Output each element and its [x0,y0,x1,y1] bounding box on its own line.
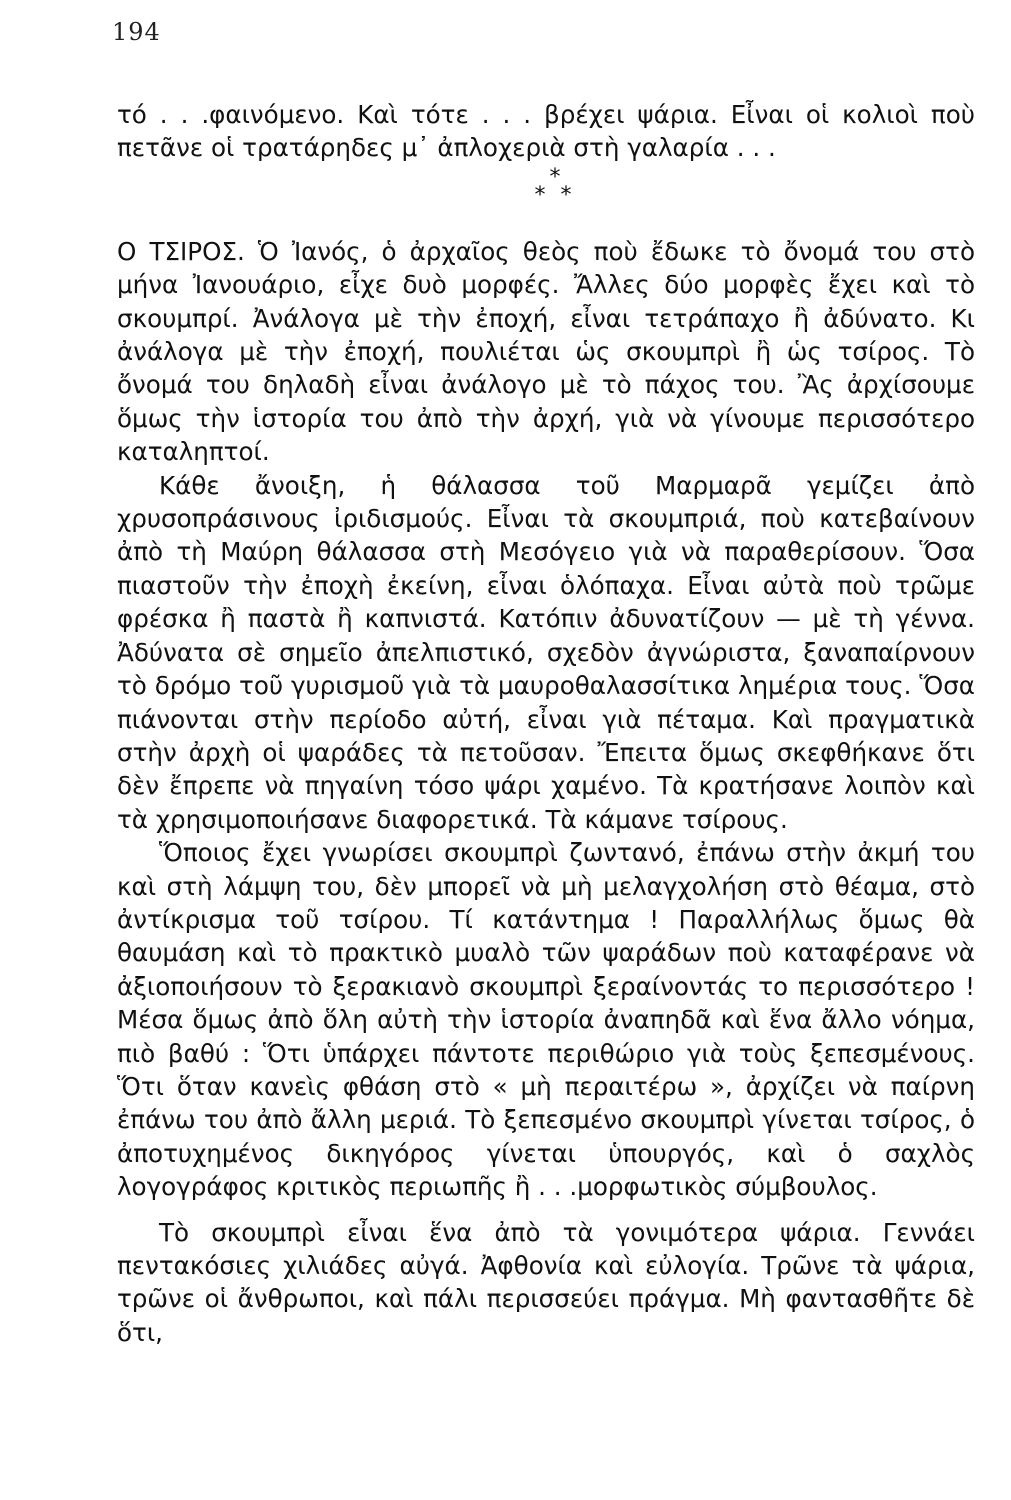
body-text [117,98,975,1349]
paragraph-marmara: Κάθε ἄνοιξη, ἡ θάλασσα τοῦ Μαρμαρᾶ γεμίζει ἀπὸ χρυσοπράσινους ἰριδισμούς. Εἶναι τὰ σκουμπριά, ποὺ κατεβαίνουν ἀπὸ τὴ Μαύρη θάλασσα στὴ Μεσόγειο γιὰ νὰ παραθερίσουν. Ὅσα πιαστοῦν τὴν ἐποχὴ ἐκείνη, εἶναι ὁλόπαχα. Εἶναι αὐτὰ ποὺ τρῶμε φρέσκα ἢ παστὰ ἢ καπνιστά. Κατόπιν ἀδυνατίζουν — μὲ τὴ γέννα. Ἀδύνατα σὲ σημεῖο ἀπελπιστικό, σχεδὸν ἀγνώριστα, ξαναπαίρνουν τὸ δρόμο τοῦ γυρισμοῦ γιὰ τὰ μαυροθαλασσίτικα λημέρια τους. Ὅσα πιάνονται στὴν περίοδο αὐτή, εἶναι γιὰ πέταμα. Καὶ πραγματικὰ στὴν ἀρχὴ οἱ ψαράδες τὰ πετοῦσαν. Ἔπειτα ὅμως σκεφθήκανε ὅτι δὲν ἔπρεπε νὰ πηγαίνη τόσο ψάρι χαμένο. Τὰ κρατήσανε λοιπὸν καὶ τὰ χρησιμοποιήσανε διαφορετικά. Τὰ κάμανε τσίρους. [117,470,975,834]
section-separator [135,164,975,235]
paragraph-fertility: Τὸ σκουμπρὶ εἶναι ἕνα ἀπὸ τὰ γονιμότερα ψάρια. Γεννάει πεντακόσιες χιλιάδες αὐγά. Ἀφθονία καὶ εὐλογία. Τρῶνε τὰ ψάρια, τρῶνε οἱ ἄνθρωποι, καὶ πάλι περισσεύει πράγμα. Μὴ φαντασθῆτε δὲ ὅτι, [117,1217,975,1347]
separator-star-top: * [549,164,561,190]
paragraph-tsiros-intro: Ο ΤΣΙΡΟΣ. Ὁ Ἰανός, ὁ ἀρχαῖος θεὸς ποὺ ἔδωκε τὸ ὄνομά του στὸ μήνα Ἰανουάριο, εἶχε δυὸ μορφές. Ἄλλες δύο μορφὲς ἔχει καὶ τὸ σκουμπρί. Ἀνάλογα μὲ τὴν ἐποχή, εἶναι τετράπαχο ἢ ἀδύνατο. Κι ἀνάλογα μὲ τὴν ἐποχή, πουλιέται ὡς σκουμπρὶ ἢ ὡς τσίρος. Τὸ ὄνομά του δηλαδὴ εἶναι ἀνάλογο μὲ τὸ πάχος του. Ἂς ἀρχίσουμε ὅμως τὴν ἱστορία του ἀπὸ τὴν ἀρχή, γιὰ νὰ γίνουμε περισσότερο καταληπτοί. [117,236,975,467]
paragraph-continuation: τό . . .φαινόμενο. Καὶ τότε . . . βρέχει ψάρια. Εἶναι οἱ κολιοὶ ποὺ πετᾶνε οἱ τρατάρηδες μ᾽ ἀπλοχεριὰ στὴ γαλαρία . . . [117,100,975,163]
separator-stars-bottom: * * [534,182,576,208]
paragraph-lesson: Ὅποιος ἔχει γνωρίσει σκουμπρὶ ζωντανό, ἐπάνω στὴν ἀκμή του καὶ στὴ λάμψη του, δὲν μπορεῖ νὰ μὴ μελαγχολήση στὸ θέαμα, στὸ ἀντίκρισμα τοῦ τσίρου. Τί κατάντημα ! Παραλλήλως ὅμως θὰ θαυμάση καὶ τὸ πρακτικὸ μυαλὸ τῶν ψαράδων ποὺ καταφέρανε νὰ ἀξιοποιήσουν τὸ ξερακιανὸ σκουμπρὶ ξεραίνοντάς το περισσότερο ! Μέσα ὅμως ἀπὸ ὅλη αὐτὴ τὴν ἱστορία ἀναπηδᾶ καὶ ἕνα ἄλλο νόημα, πιὸ βαθύ : Ὅτι ὑπάρχει πάντοτε περιθώριο γιὰ τοὺς ξεπεσμένους. Ὅτι ὅταν κανεὶς φθάση στὸ « μὴ περαιτέρω », ἀρχίζει νὰ παίρνη ἐπάνω του ἀπὸ ἄλλη μεριά. Τὸ ξεπεσμένο σκουμπρὶ γίνεται τσίρος, ὁ ἀποτυχημένος δικηγόρος γίνεται ὑπουργός, καὶ ὁ σαχλὸς λογογράφος κριτικὸς περιωπῆς ἢ . . .μορφωτικὸς σύμβουλος. [117,838,975,1202]
page-number: 194 [112,18,161,46]
